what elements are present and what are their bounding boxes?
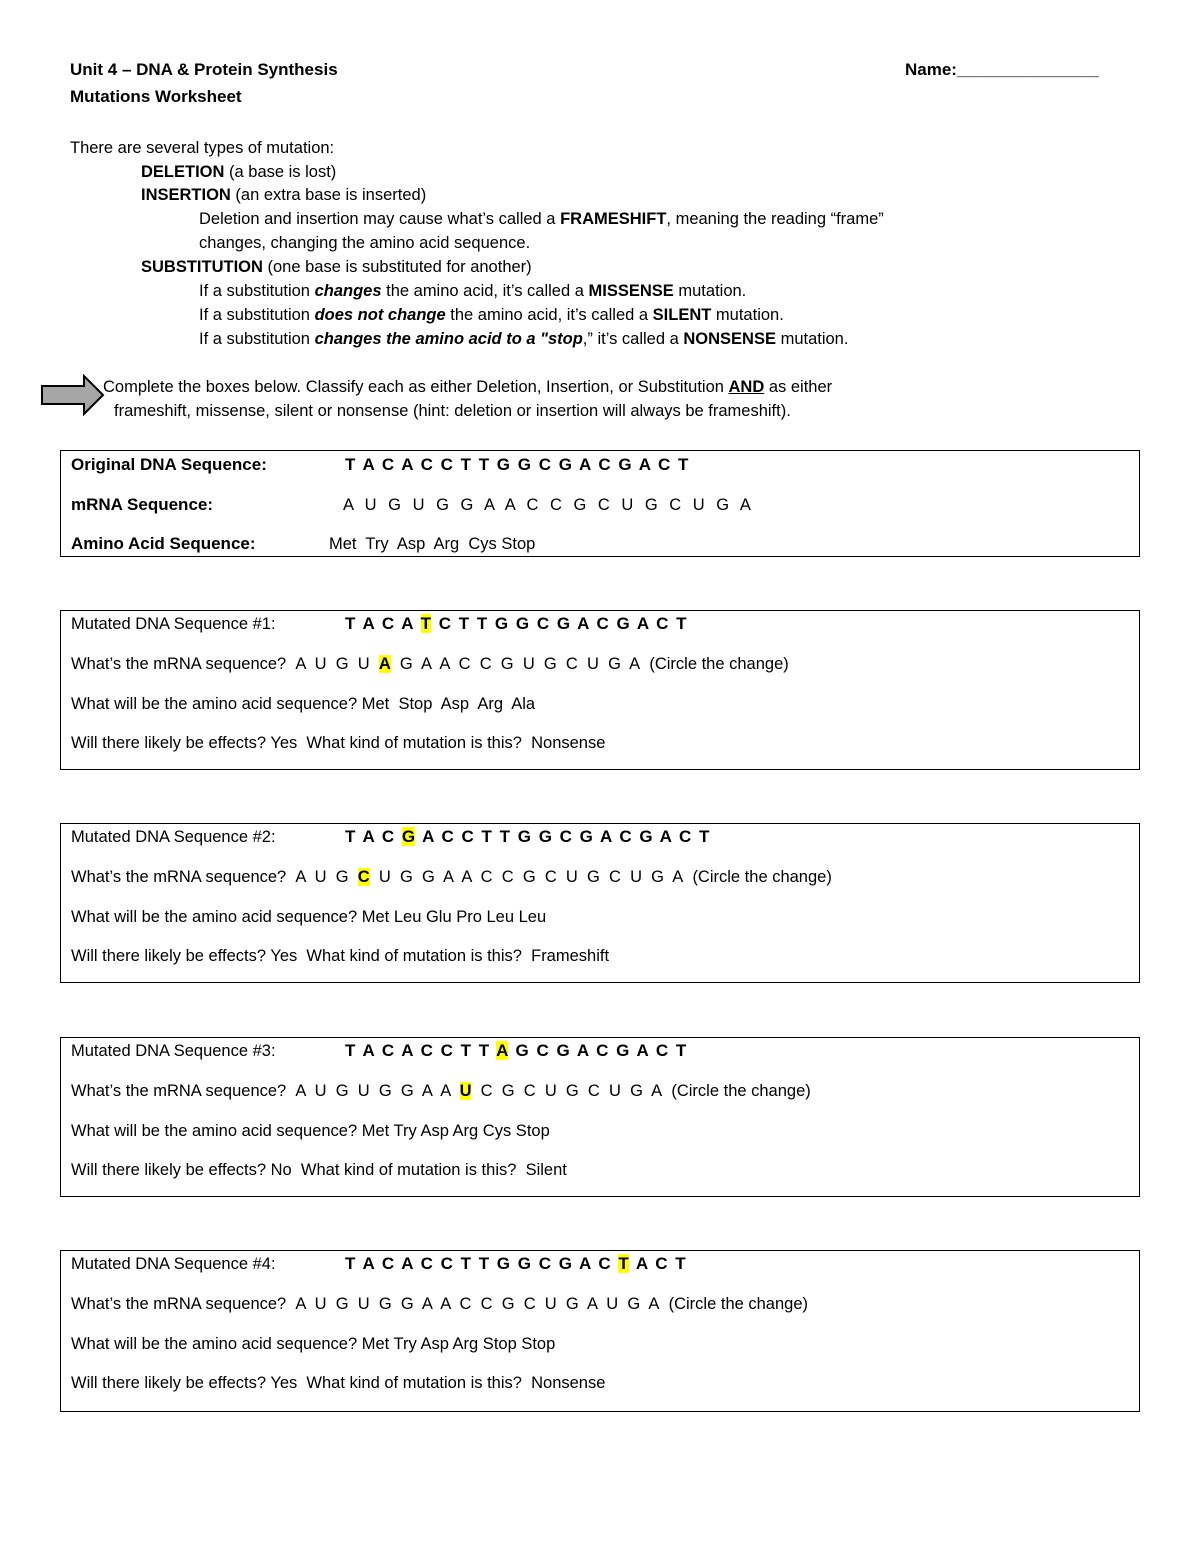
mrna-changed-base: C [357,868,370,886]
mutation-kind-label: What kind of mutation is this? [306,1374,522,1392]
mutation-kind-answer: Nonsense [531,734,606,752]
deletion-term: DELETION [141,163,225,181]
dna-seq-before: T A C A [345,614,421,633]
mutation-kind-label: What kind of mutation is this? [300,1161,517,1179]
effects-question-label: Will there likely be effects? [71,947,267,965]
mrna-seq-after: C G C U G C U G A [471,1082,663,1100]
silent-definition [199,306,784,325]
circle-change-note: (Circle the change) [649,655,789,673]
missense-emphasis: changes [314,282,382,300]
original-dna-sequence: T A C A C C T T G G C G A C G A C T [345,455,689,474]
aa-answer: Met Stop Asp Arg Ala [361,695,536,713]
mrna-question [71,655,789,674]
effects-question-label: Will there likely be effects? [71,1161,267,1179]
circle-change-note: (Circle the change) [668,1295,809,1313]
mutated-dna-label: Mutated DNA Sequence #1: [71,615,276,633]
missense-pre: If a substitution [199,282,315,300]
insertion-definition [141,186,426,205]
deletion-definition [141,163,336,182]
mrna-answer [295,1082,662,1100]
original-sequence-box [60,450,1140,557]
mutated-dna-sequence [345,1254,686,1274]
dna-seq-before: T A C A C C T T [345,1041,497,1060]
dna-changed-base: G [401,827,416,846]
effects-question [71,734,605,753]
mutation-box-3 [60,1037,1140,1197]
mrna-question [71,1295,808,1314]
instructions-and: AND [728,378,765,396]
nonsense-term: NONSENSE [683,330,776,348]
frameshift-term: FRAMESHIFT [560,210,667,228]
right-arrow-icon [40,374,106,416]
effects-answer: Yes [270,734,298,752]
dna-changed-base: T [618,1254,629,1273]
mrna-answer [295,655,640,673]
mrna-question-label: What’s the mRNA sequence? [71,655,287,673]
nonsense-definition [199,330,848,349]
frameshift-post: , meaning the reading “frame” [666,210,884,228]
intro-lead: There are several types of mutation: [70,139,335,157]
missense-post: mutation. [673,282,747,300]
mrna-question [71,868,832,887]
mrna-seq-after: G A A C C G U G C U G A [390,655,641,673]
dna-seq-before: T A C [345,827,402,846]
name-field-label: Name:_______________ [905,60,1099,79]
mrna-answer [295,868,683,886]
nonsense-mid: ,” it’s called a [582,330,684,348]
mrna-question-label: What’s the mRNA sequence? [71,1082,287,1100]
mutated-dna-sequence [345,827,709,847]
mutation-box-1 [60,610,1140,770]
dna-seq-before: T A C A C C T T G G C G A C [345,1254,619,1273]
nonsense-post: mutation. [775,330,849,348]
original-aa-label: Amino Acid Sequence: [71,534,256,553]
silent-pre: If a substitution [199,306,315,324]
dna-seq-after: A C C T T G G C G A C G A C T [415,827,710,846]
effects-answer: Yes [270,947,298,965]
mutation-kind-answer: Frameshift [531,947,610,965]
mutation-kind-answer: Silent [525,1161,567,1179]
original-dna-label: Original DNA Sequence: [71,455,267,474]
silent-mid: the amino acid, it’s called a [445,306,653,324]
effects-question [71,1161,567,1180]
effects-question [71,1374,605,1393]
original-aa-sequence: Met Try Asp Arg Cys Stop [329,535,536,553]
worksheet-title: Mutations Worksheet [70,87,242,106]
missense-mid: the amino acid, it’s called a [381,282,589,300]
missense-definition [199,282,746,301]
instructions-post: as either [764,378,833,396]
substitution-desc: (one base is substituted for another) [262,258,532,276]
aa-question [71,908,546,927]
silent-term: SILENT [652,306,712,324]
dna-changed-base: T [420,614,431,633]
insertion-term: INSERTION [141,186,231,204]
effects-question-label: Will there likely be effects? [71,734,267,752]
mutated-dna-sequence [345,614,687,634]
substitution-term: SUBSTITUTION [141,258,263,276]
effects-answer: Yes [270,1374,298,1392]
dna-seq-after: G C G A C G A C T [507,1041,687,1060]
mrna-answer [295,1295,659,1313]
mrna-seq-before: A U G U G G A A C C G C U G A U G A [295,1295,660,1313]
mrna-seq-before: A U G [295,868,358,886]
circle-change-note: (Circle the change) [692,868,832,886]
effects-question [71,947,609,966]
mrna-seq-before: A U G U [295,655,379,673]
insertion-desc: (an extra base is inserted) [230,186,427,204]
effects-answer: No [270,1161,292,1179]
missense-term: MISSENSE [588,282,674,300]
nonsense-pre: If a substitution [199,330,315,348]
mutation-kind-label: What kind of mutation is this? [306,734,522,752]
aa-question [71,1335,555,1354]
instructions-line1 [103,378,832,397]
mrna-question-label: What’s the mRNA sequence? [71,868,287,886]
aa-question-label: What will be the amino acid sequence? [71,908,358,926]
unit-title: Unit 4 – DNA & Protein Synthesis [70,60,338,79]
instructions-pre: Complete the boxes below. Classify each as either Deletion, Insertion, or Substitution [103,378,729,396]
mutated-dna-label: Mutated DNA Sequence #2: [71,828,276,846]
aa-question-label: What will be the amino acid sequence? [71,695,358,713]
dna-changed-base: A [496,1041,508,1060]
frameshift-definition [199,210,884,229]
aa-answer: Met Try Asp Arg Cys Stop [361,1122,550,1140]
instructions-line2: frameshift, missense, silent or nonsense (hint: deletion or insertion will always be frameshift). [114,402,791,420]
aa-question-label: What will be the amino acid sequence? [71,1122,358,1140]
mrna-question [71,1082,811,1101]
silent-post: mutation. [711,306,784,324]
aa-question [71,1122,550,1141]
mutated-dna-label: Mutated DNA Sequence #4: [71,1255,276,1273]
original-mrna-label: mRNA Sequence: [71,495,214,514]
frameshift-pre: Deletion and insertion may cause what’s called a [199,210,561,228]
circle-change-note: (Circle the change) [671,1082,811,1100]
dna-seq-after: C T T G G C G A C G A C T [430,614,687,633]
aa-question [71,695,535,714]
original-mrna-sequence: A U G U G G A A C C G C U G C U G A [343,496,751,514]
effects-question-label: Will there likely be effects? [71,1374,267,1392]
mutated-dna-sequence [345,1041,686,1061]
mrna-changed-base: U [459,1082,472,1100]
aa-question-label: What will be the amino acid sequence? [71,1335,358,1353]
mrna-question-label: What’s the mRNA sequence? [71,1295,287,1313]
mutated-dna-label: Mutated DNA Sequence #3: [71,1042,276,1060]
mutation-kind-label: What kind of mutation is this? [306,947,522,965]
silent-emphasis: does not change [314,306,446,324]
dna-seq-after: A C T [628,1254,686,1273]
deletion-desc: (a base is lost) [224,163,337,181]
aa-answer: Met Leu Glu Pro Leu Leu [361,908,547,926]
mutation-box-2 [60,823,1140,983]
mrna-seq-before: A U G U G G A A [295,1082,460,1100]
mutation-box-4 [60,1250,1140,1412]
mutation-kind-answer: Nonsense [531,1374,606,1392]
frameshift-definition-line2: changes, changing the amino acid sequence. [199,234,531,252]
aa-answer: Met Try Asp Arg Stop Stop [361,1335,556,1353]
substitution-definition [141,258,532,277]
mrna-changed-base: A [378,655,391,673]
nonsense-emphasis: changes the amino acid to a "stop [314,330,583,348]
mrna-seq-after: U G G A A C C G C U G C U G A [369,868,684,886]
